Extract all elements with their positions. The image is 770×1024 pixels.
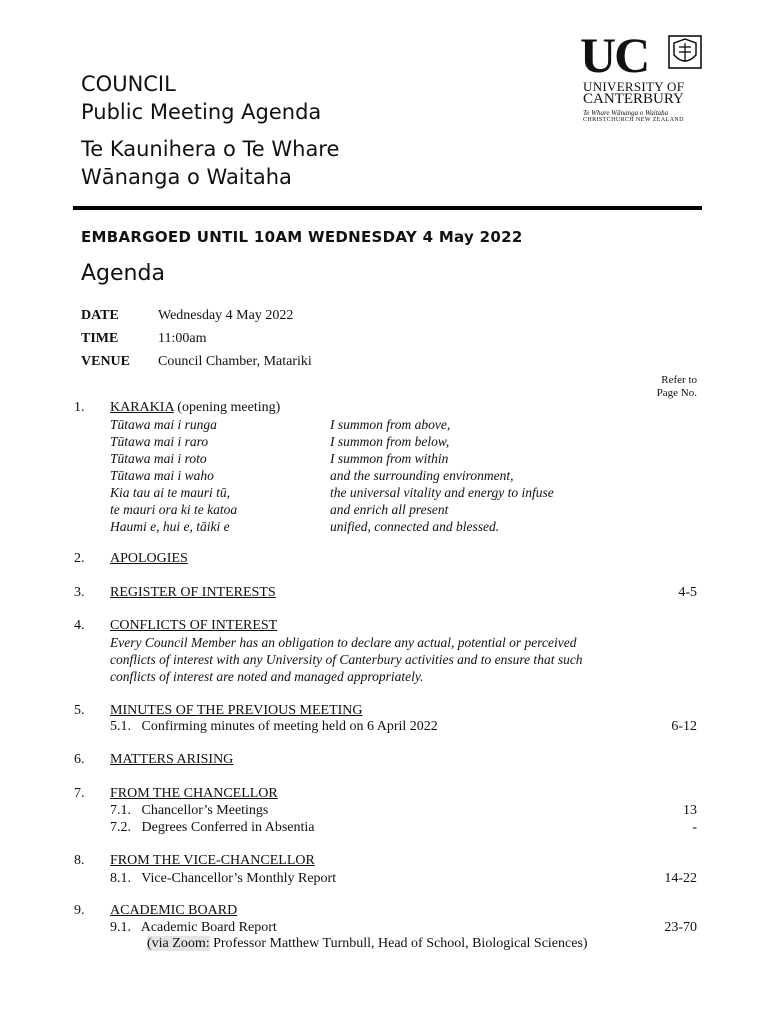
- header-divider: [73, 206, 702, 210]
- venue-value: Council Chamber, Matariki: [158, 354, 312, 369]
- conflicts-line: Every Council Member has an obligation to declare any actual, potential or perceived: [110, 635, 577, 650]
- agenda-item-matters-arising: MATTERS ARISING: [110, 752, 234, 767]
- karakia-line: Kia tau ai te mauri tū,: [110, 485, 231, 500]
- item-number: 8.: [74, 853, 85, 868]
- item-title: KARAKIA: [110, 400, 174, 415]
- page-ref: 6-12: [671, 719, 697, 734]
- agenda-item-vice-chancellor: FROM THE VICE-CHANCELLOR: [110, 853, 315, 868]
- zoom-presenter-note: [147, 936, 588, 952]
- karakia-line: te mauri ora ki te katoa: [110, 502, 238, 517]
- conflicts-description: [110, 634, 670, 685]
- karakia-translation-line: I summon from above,: [330, 417, 451, 432]
- karakia-line: Tūtawa mai i runga: [110, 417, 217, 432]
- maori-title-line1: Te Kaunihera o Te Whare: [81, 137, 340, 161]
- sub-item: 7.2. Degrees Conferred in Absentia: [110, 820, 315, 835]
- page-ref: 23-70: [664, 920, 697, 935]
- maori-title-line2: Wānanga o Waitaha: [81, 165, 292, 189]
- date-value: Wednesday 4 May 2022: [158, 308, 294, 323]
- title-line-agenda: Public Meeting Agenda: [81, 100, 322, 124]
- item-number: 4.: [74, 618, 85, 633]
- agenda-item-register: REGISTER OF INTERESTS: [110, 585, 276, 600]
- sub-item: 5.1. Confirming minutes of meeting held on 6 April 2022: [110, 719, 438, 734]
- refer-to-page-header: [657, 374, 697, 400]
- time-label: TIME: [81, 331, 119, 346]
- maori-title: [81, 135, 339, 191]
- refer-line1: Refer to: [661, 374, 697, 386]
- logo-line1: UNIVERSITY OF: [583, 79, 685, 94]
- zoom-presenter: Professor Matthew Turnbull, Head of School, Biological Sciences): [209, 936, 588, 951]
- sub-item: 9.1. Academic Board Report: [110, 920, 277, 935]
- item-number: 1.: [74, 400, 85, 415]
- page-ref: -: [692, 820, 697, 835]
- logo-line4: CHRISTCHURCH NEW ZEALAND: [583, 117, 684, 123]
- agenda-item-chancellor: FROM THE CHANCELLOR: [110, 786, 278, 801]
- conflicts-line: conflicts of interest with any University of Canterbury activities and to ensure that such: [110, 652, 583, 667]
- karakia-line: Tūtawa mai i roto: [110, 451, 207, 466]
- agenda-heading: Agenda: [81, 261, 165, 286]
- item-note: (opening meeting): [173, 400, 281, 415]
- title-line-council: COUNCIL: [81, 72, 176, 96]
- item-number: 9.: [74, 903, 85, 918]
- venue-label: VENUE: [81, 354, 131, 369]
- karakia-line: Tūtawa mai i waho: [110, 468, 214, 483]
- karakia-translation-line: and enrich all present: [330, 502, 449, 517]
- page-ref: 14-22: [664, 871, 697, 886]
- zoom-prefix: (via Zoom:: [147, 936, 210, 951]
- agenda-item-karakia: [110, 400, 280, 416]
- item-number: 3.: [74, 585, 85, 600]
- sub-item: 7.1. Chancellor’s Meetings: [110, 803, 269, 818]
- agenda-item-academic-board: ACADEMIC BOARD: [110, 903, 238, 918]
- agenda-item-apologies: APOLOGIES: [110, 551, 188, 566]
- item-number: 6.: [74, 752, 85, 767]
- logo-line3: Te Whare Wānanga o Waitaha: [583, 109, 669, 117]
- conflicts-line: conflicts of interest are noted and managed appropriately.: [110, 669, 424, 684]
- karakia-translation-line: and the surrounding environment,: [330, 468, 514, 483]
- page-ref: 13: [683, 803, 697, 818]
- karakia-translation-line: I summon from below,: [330, 434, 450, 449]
- karakia-line: Haumi e, hui e, tāiki e: [110, 519, 230, 534]
- karakia-translation-line: I summon from within: [330, 451, 449, 466]
- university-logo: [580, 27, 704, 124]
- logo-mark: UC: [580, 27, 649, 83]
- refer-line2: Page No.: [656, 387, 697, 399]
- date-label: DATE: [81, 308, 119, 323]
- time-value: 11:00am: [158, 331, 207, 346]
- item-number: 7.: [74, 786, 85, 801]
- karakia-translation-line: unified, connected and blessed.: [330, 519, 500, 534]
- sub-item: 8.1. Vice-Chancellor’s Monthly Report: [110, 871, 337, 886]
- crest-icon: [668, 35, 702, 69]
- item-number: 5.: [74, 703, 85, 718]
- item-number: 2.: [74, 551, 85, 566]
- karakia-translation-line: the universal vitality and energy to infuse: [330, 485, 554, 500]
- agenda-item-conflicts: CONFLICTS OF INTEREST: [110, 618, 278, 633]
- embargo-notice: EMBARGOED UNTIL 10AM WEDNESDAY 4 May 2022: [81, 228, 523, 246]
- logo-line2: CANTERBURY: [583, 91, 684, 107]
- agenda-item-minutes: MINUTES OF THE PREVIOUS MEETING: [110, 703, 363, 718]
- page-title: [81, 70, 321, 126]
- karakia-maori-text: [110, 416, 237, 535]
- page-ref: 4-5: [678, 585, 697, 600]
- karakia-line: Tūtawa mai i raro: [110, 434, 209, 449]
- karakia-english-text: [330, 416, 554, 535]
